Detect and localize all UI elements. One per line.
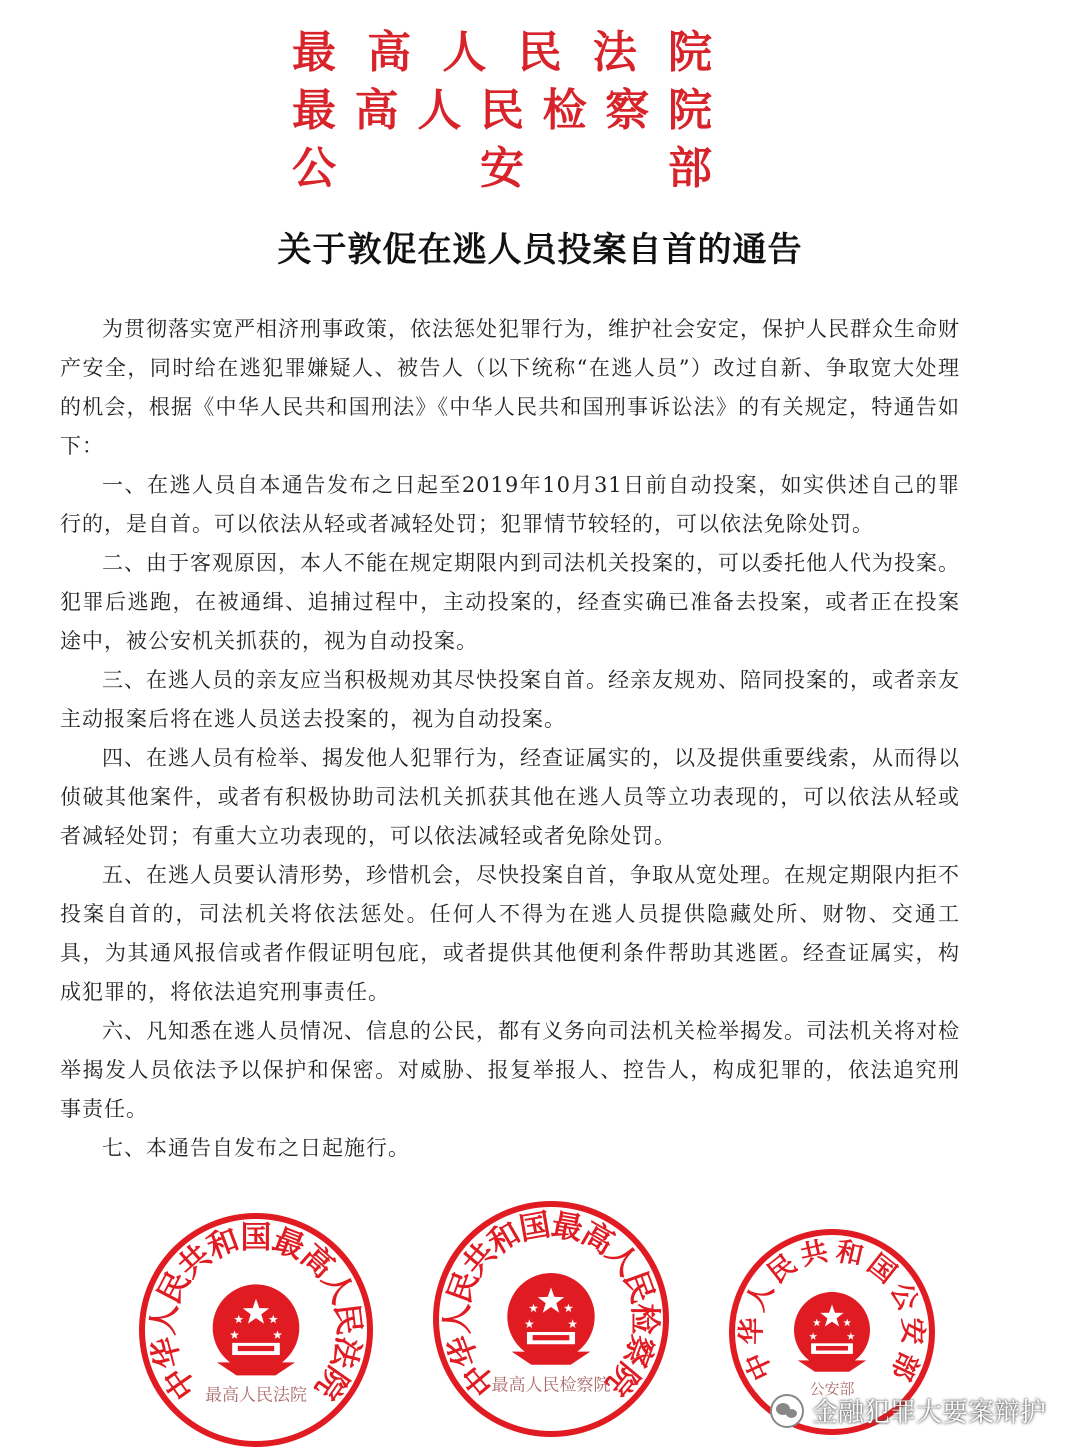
- header-char: 部: [668, 143, 712, 194]
- svg-text:院: 院: [307, 1359, 356, 1406]
- header-char: 民: [479, 85, 524, 136]
- svg-text:检: 检: [626, 1303, 662, 1335]
- svg-text:华: 华: [145, 1333, 189, 1372]
- header-char: 安: [480, 143, 524, 194]
- header-char: 高: [354, 85, 399, 136]
- svg-text:共: 共: [171, 1237, 219, 1286]
- header-char: 人: [417, 85, 462, 136]
- issuer-supreme-procuratorate: [292, 82, 712, 140]
- paragraph-5: 五、在逃人员要认清形势，珍惜机会，尽快投案自首，争取从宽处理。在规定期限内拒不投案自首的，司法机关将依法惩处。任何人不得为在逃人员提供隐藏处所、财物、交通工具，为其通风报信或者作假证明包庇，或者提供其他便利条件帮助其逃匿。经查证属实，构成犯罪的，将依法追究刑事责任。: [60, 863, 960, 1004]
- paragraph-7: 七、本通告自发布之日起施行。: [102, 1136, 410, 1160]
- header-char: 院: [667, 27, 712, 78]
- svg-text:人: 人: [598, 1235, 646, 1283]
- svg-text:中: 中: [739, 1347, 780, 1385]
- svg-text:公安部: 公安部: [809, 1380, 855, 1398]
- svg-text:安: 安: [896, 1317, 928, 1345]
- issuer-supreme-court: [292, 24, 712, 82]
- svg-text:中: 中: [456, 1355, 504, 1403]
- svg-text:最: 最: [267, 1221, 310, 1267]
- svg-text:公: 公: [883, 1277, 924, 1316]
- svg-text:最高人民法院: 最高人民法院: [205, 1385, 307, 1406]
- svg-text:高: 高: [575, 1215, 620, 1262]
- paragraph-2: 二、由于客观原因，本人不能在规定期限内到司法机关投案的，可以委托他人代为投案。犯罪后逃跑，在被通缉、追捕过程中，主动投案的，经查实确已准备去投案，或者正在投案途中，被公安机关抓获的，视为自动投案。: [60, 551, 960, 653]
- svg-text:察: 察: [616, 1330, 661, 1372]
- svg-text:民: 民: [151, 1265, 198, 1310]
- svg-text:国: 国: [516, 1206, 554, 1248]
- svg-text:人: 人: [314, 1265, 361, 1310]
- notice-title: 关于敦促在逃人员投案自首的通告: [277, 230, 803, 270]
- svg-text:共: 共: [797, 1235, 831, 1273]
- svg-text:院: 院: [598, 1355, 646, 1403]
- header-char: 公: [292, 143, 336, 194]
- svg-text:国: 国: [240, 1220, 272, 1256]
- svg-text:和: 和: [202, 1221, 245, 1267]
- svg-text:最高人民检察院: 最高人民检察院: [491, 1375, 611, 1396]
- svg-text:人: 人: [144, 1301, 185, 1337]
- header-char: 察: [605, 85, 650, 136]
- svg-text:民: 民: [616, 1266, 661, 1308]
- seal-graphic: [432, 1200, 670, 1438]
- header-char: 高: [367, 27, 412, 78]
- svg-text:高: 高: [293, 1237, 341, 1286]
- svg-text:民: 民: [762, 1248, 803, 1290]
- paragraph-1: 一、在逃人员自本通告发布之日起至2019年10月31日前自动投案，如实供述自己的罪行的，是自首。可以依法从轻或者减轻处罚；犯罪情节较轻的，可以依法免除处罚。: [60, 473, 960, 536]
- header-char: 法: [592, 27, 637, 78]
- svg-text:人: 人: [440, 1303, 476, 1335]
- svg-text:民: 民: [327, 1301, 368, 1337]
- header-char: 院: [667, 85, 712, 136]
- svg-text:中: 中: [156, 1359, 205, 1406]
- header-char: 最: [292, 85, 336, 136]
- header-char: 检: [542, 85, 587, 136]
- paragraph-intro: 为贯彻落实宽严相济刑事政策，依法惩处犯罪行为，维护社会安定，保护人民群众生命财产安全，同时给在逃犯罪嫌疑人、被告人（以下统称“在逃人员”）改过自新、争取宽大处理的机会，根据《中华人民共和国刑法》《中华人民共和国刑事诉讼法》的有关规定，特通告如下：: [60, 317, 960, 458]
- svg-text:共: 共: [456, 1235, 504, 1283]
- watermark-text: 金融犯罪大要案辩护: [812, 1398, 1047, 1428]
- issuer-public-security: [292, 140, 712, 198]
- watermark: [770, 1392, 1046, 1429]
- header-char: 民: [517, 27, 562, 78]
- svg-text:部: 部: [884, 1347, 925, 1385]
- paragraph-3: 三、在逃人员的亲友应当积极规劝其尽快投案自首。经亲友规劝、陪同投案的，或者亲友主动报案后将在逃人员送去投案的，视为自动投案。: [60, 668, 960, 731]
- svg-text:最: 最: [548, 1206, 586, 1248]
- paragraph-6: 六、凡知悉在逃人员情况、信息的公民，都有义务向司法机关检举揭发。司法机关将对检举揭发人员依法予以保护和保密。对威胁、报复举报人、控告人，构成犯罪的，依法追究刑事责任。: [60, 1019, 960, 1121]
- svg-text:和: 和: [833, 1235, 867, 1273]
- seal-graphic: [138, 1212, 374, 1448]
- header-char: 最: [292, 27, 336, 78]
- header-char: 人: [442, 27, 487, 78]
- seal-supreme-procuratorate: [432, 1200, 670, 1438]
- paragraph-4: 四、在逃人员有检举、揭发他人犯罪行为，经查证属实的，以及提供重要线索，从而得以侦破其他案件，或者有积极协助司法机关抓获其他在逃人员等立功表现的，可以依法从轻或者减轻处罚；有重大立功表现的，可以依法减轻或者免除处罚。: [60, 746, 960, 848]
- svg-text:华: 华: [736, 1317, 768, 1345]
- svg-text:国: 国: [861, 1248, 902, 1290]
- svg-text:华: 华: [441, 1330, 486, 1372]
- svg-text:民: 民: [441, 1266, 486, 1308]
- svg-text:法: 法: [323, 1333, 367, 1372]
- svg-text:人: 人: [740, 1277, 781, 1316]
- issuer-header: [292, 24, 712, 198]
- wechat-icon: [770, 1394, 804, 1428]
- svg-text:和: 和: [482, 1215, 527, 1262]
- notice-body: [60, 310, 960, 1168]
- seal-supreme-court: [138, 1212, 374, 1448]
